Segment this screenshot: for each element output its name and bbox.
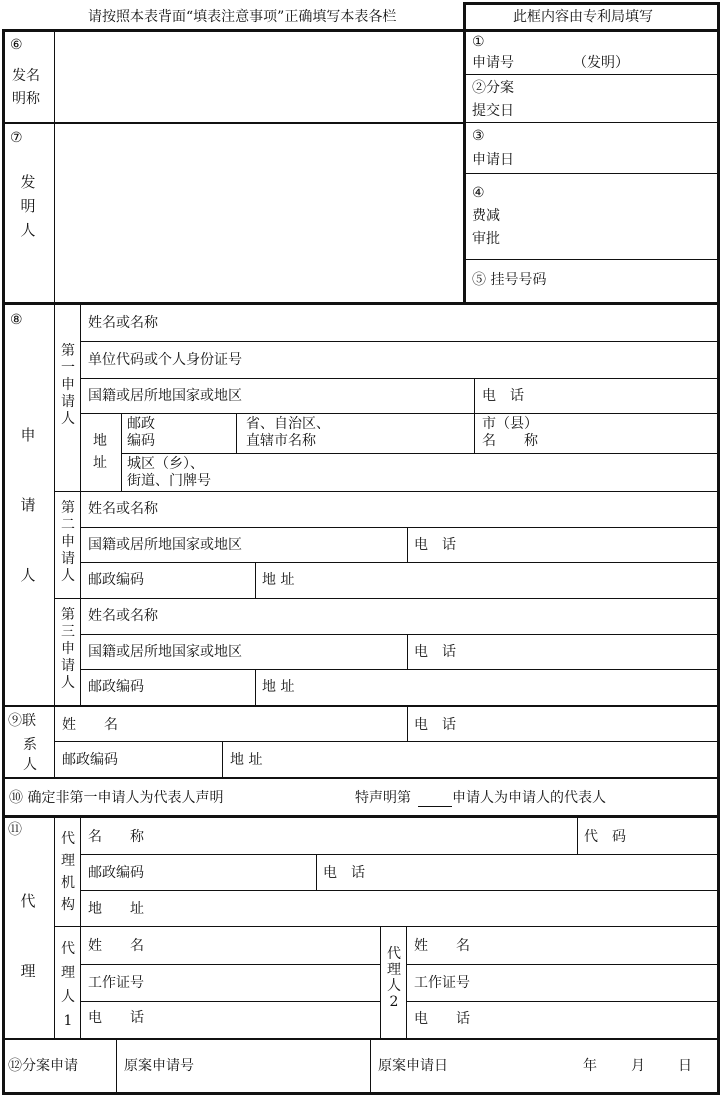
office-fee-reduction-label: 费减	[472, 208, 500, 224]
second-applicant-phone-label: 电 话	[414, 537, 456, 553]
second-applicant-country-label: 国籍或居所地国家或地区	[88, 537, 242, 553]
agency-section-label: 代理	[20, 892, 36, 980]
office-item-4-number: ④	[472, 185, 485, 201]
office-box-title: 此框内容由专利局填写	[513, 9, 653, 25]
section-6-label-1: 发名	[12, 68, 40, 84]
representative-blank[interactable]	[418, 806, 452, 807]
section-7-label: 发明人	[20, 173, 36, 239]
office-application-date-label: 申请日	[472, 152, 514, 168]
third-applicant-label: 第三申请人	[61, 607, 75, 691]
agent-1-id-label: 工作证号	[88, 975, 144, 991]
representative-statement-suffix: 申请人为申请人的代表人	[452, 790, 606, 806]
first-applicant-country-label: 国籍或居所地国家或地区	[88, 388, 242, 404]
section-7-number: ⑦	[10, 130, 23, 146]
agency-code-label: 代 码	[584, 829, 626, 845]
agent-1-name-label: 姓 名	[88, 938, 144, 954]
original-application-date-label: 原案申请日	[378, 1058, 448, 1074]
office-application-number-label: 申请号	[472, 55, 514, 71]
first-applicant-phone-label: 电 话	[482, 388, 524, 404]
office-box-top-border	[463, 2, 720, 5]
first-applicant-province-label-2: 直辖市名称	[246, 433, 316, 449]
second-applicant-label: 第二申请人	[61, 500, 75, 584]
first-applicant-city-label-2: 名 称	[482, 433, 538, 449]
agent-2-id-label: 工作证号	[414, 975, 470, 991]
office-registered-number-label: ⑤ 挂号号码	[472, 272, 547, 288]
first-applicant-province-label-1: 省、自治区、	[246, 416, 330, 432]
section-8-label: 申请人	[20, 426, 36, 584]
form-instruction: 请按照本表背面“填表注意事项”正确填写本表各栏	[88, 9, 397, 25]
agency-address-label: 地 址	[88, 901, 144, 917]
third-applicant-name-label: 姓名或名称	[88, 608, 158, 624]
first-applicant-district-label-2: 街道、门牌号	[127, 473, 211, 489]
third-applicant-phone-label: 电 话	[414, 644, 456, 660]
contact-name-label: 姓 名	[62, 717, 118, 733]
inventor-field[interactable]	[56, 125, 462, 301]
first-applicant-postal-label-2: 编码	[127, 433, 155, 449]
third-applicant-country-label: 国籍或居所地国家或地区	[88, 644, 242, 660]
office-box-left-border	[463, 2, 466, 304]
first-applicant-name-label: 姓名或名称	[88, 315, 158, 331]
original-application-number-label: 原案申请号	[124, 1058, 194, 1074]
agent-1-label: 代理人1	[61, 941, 75, 1029]
table-right-border	[717, 2, 720, 1095]
section-10-label: ⑩ 确定非第一申请人为代表人声明	[9, 790, 224, 806]
first-applicant-city-label-1: 市（县）	[482, 416, 538, 432]
third-applicant-address-label: 地 址	[262, 679, 295, 695]
agent-2-label: 代理人2	[387, 946, 401, 1010]
first-applicant-postal-label-1: 邮政	[127, 416, 155, 432]
month-label: 月	[631, 1058, 645, 1074]
first-applicant-district-label-1: 城区（乡）、	[127, 456, 204, 472]
office-approval-label: 审批	[472, 231, 500, 247]
second-applicant-postal-label: 邮政编码	[88, 572, 144, 588]
agent-2-phone-label: 电 话	[414, 1011, 470, 1027]
invention-name-field[interactable]	[56, 32, 462, 121]
agent-1-phone-label: 电 话	[88, 1010, 144, 1026]
divisional-application-label: ⑫分案申请	[8, 1058, 78, 1074]
year-label: 年	[583, 1058, 597, 1074]
second-applicant-name-label: 姓名或名称	[88, 501, 158, 517]
office-item-1-number: ①	[472, 34, 485, 50]
contact-person-label: 系人	[23, 737, 37, 773]
section-8-number: ⑧	[10, 312, 23, 328]
office-invention-note: （发明）	[573, 55, 629, 71]
first-applicant-address-label: 地址	[93, 433, 107, 471]
agency-phone-label: 电 话	[323, 865, 365, 881]
office-divisional-label: ②分案	[472, 80, 514, 96]
second-applicant-address-label: 地 址	[262, 572, 295, 588]
agency-postal-label: 邮政编码	[88, 865, 144, 881]
section-6-label-2: 明称	[12, 91, 40, 107]
day-label: 日	[678, 1058, 692, 1074]
section-9-label: ⑨联	[8, 713, 36, 729]
agency-label: 代理机构	[61, 831, 75, 913]
contact-postal-label: 邮政编码	[62, 752, 118, 768]
office-submit-date-label: 提交日	[472, 103, 514, 119]
table-left-border	[2, 29, 5, 1095]
agency-name-label: 名 称	[88, 829, 144, 845]
office-item-3-number: ③	[472, 128, 485, 144]
representative-statement-prefix: 特声明第	[355, 790, 411, 806]
contact-phone-label: 电 话	[414, 717, 456, 733]
contact-address-label: 地 址	[230, 752, 263, 768]
section-11-number: ⑪	[8, 822, 22, 838]
third-applicant-postal-label: 邮政编码	[88, 679, 144, 695]
section-6-number: ⑥	[10, 37, 23, 53]
first-applicant-label: 第一申请人	[61, 343, 75, 427]
agent-2-name-label: 姓 名	[414, 938, 470, 954]
first-applicant-id-label: 单位代码或个人身份证号	[88, 352, 242, 368]
